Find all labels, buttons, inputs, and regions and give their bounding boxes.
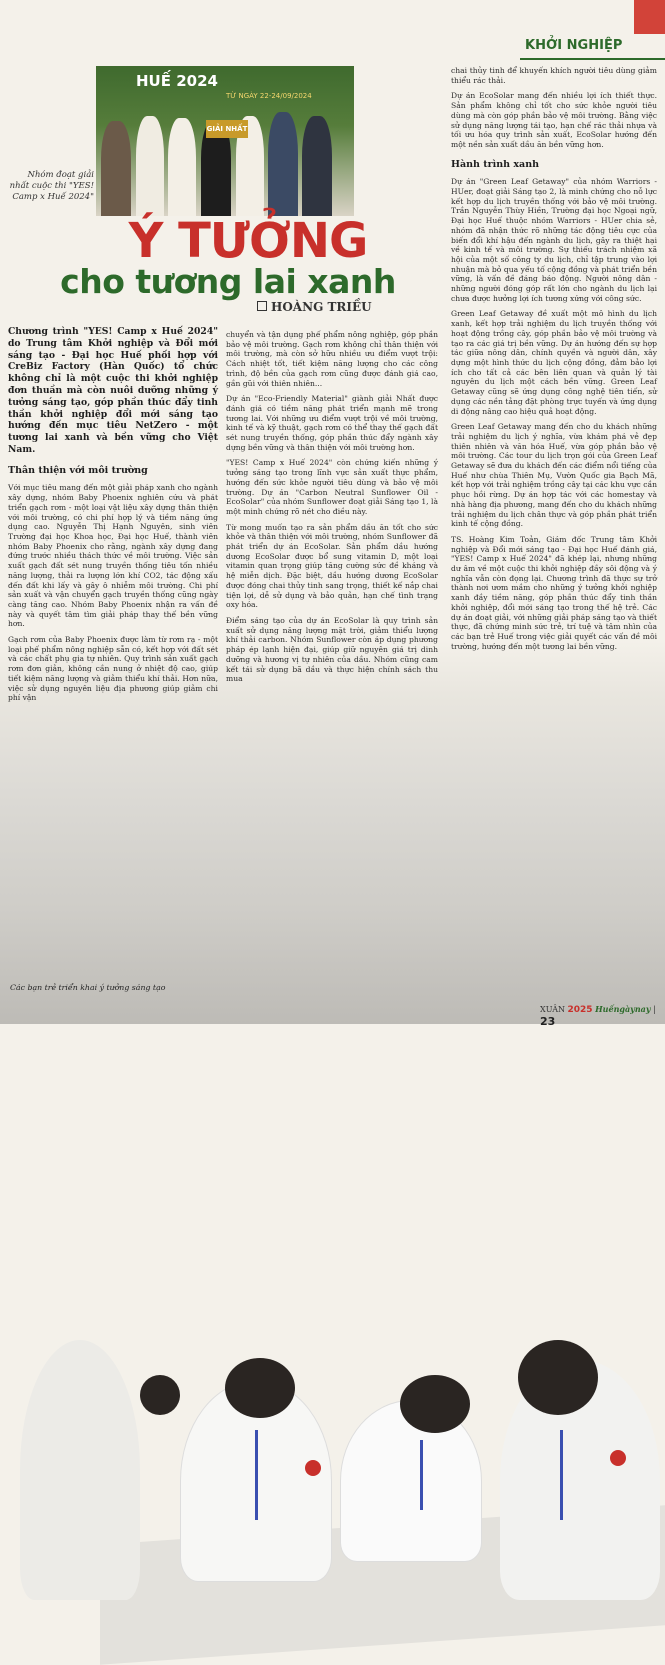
paragraph: Green Leaf Getaway đề xuất một mô hình du lịch xanh, kết hợp trải nghiệm du lịch truyền thống với hoạt động trồng cây, góp phần bảo vệ môi trường và tạo ra các giá trị bền vững. Dự án hướng đến sự hợp tác giữa nông dân, chính quyền và người dân, xây dựng một hình thức du lịch cộng đồng, đảm bảo lợi ích cho tất cả các bên liên quan và quản lý tài nguyên du lịch một cách bền vững. Green Leaf Getaway cũng sẽ ứng dụng công nghệ tiên tiến, sử dụng các nền tảng đặt phòng trực tuyến và ứng dụng di động nâng cao hiệu quả hoạt động. (451, 309, 657, 416)
paragraph: Dự án "Green Leaf Getaway" của nhóm Warriors - HUer, đoạt giải Sáng tạo 2, là minh chứng cho nỗ lực kết hợp du lịch truyền thống với bảo vệ môi trường. Trần Nguyễn Thùy Hiền, Trường đại học Ngoại ngữ, Đại học Huế thuộc nhóm Warriors - HUer chia sẻ, nhóm đã nhận thức rõ những tác động tiêu cực của biến đổi khí hậu đến ngành du lịch, gây ra thiệt hại về kinh tế và môi trường. Sự thiếu trách nhiệm xã hội của một số công ty du lịch, chỉ tập trung vào lợi nhuận mà bỏ qua yếu tố cộng đồng và phát triển bền vững, là vấn đề đáng báo động. Người nông dân - những người đóng góp rất lớn cho ngành du lịch lại chưa được hưởng lợi ích tương xứng với công sức. (451, 177, 657, 303)
publication-name: Huếngàynay (595, 1004, 651, 1014)
paragraph: Với mục tiêu mang đến một giải pháp xanh cho ngành xây dựng, nhóm Baby Phoenix nghiên cứu và phát triển gạch rơm - một loại vật liệu xây dựng thân thiện với môi trường, có chi phí hợp lý và tiềm năng ứng dụng cao. Nguyễn Thị Hạnh Nguyên, sinh viên Trường đại học Khoa học, Đại học Huế, thành viên nhóm Baby Phoenix cho rằng, ngành xây dựng đang đứng trước nhiều thách thức về môi trường. Việc sản xuất gạch đất sét nung truyền thống tiêu tốn nhiều năng lượng, thải ra lượng lớn khí CO2, tác động xấu đến đất khi lấy và gây ô nhiễm môi trường. Chi phí sản xuất và vận chuyển gạch truyền thống cũng ngày càng tăng cao. Nhóm Baby Phoenix nhận ra vấn đề này và quyết tâm tìm giải pháp thay thế bền vững hơn. (8, 483, 218, 629)
column-3 (451, 66, 657, 657)
paragraph: TS. Hoàng Kim Toản, Giám đốc Trung tâm Khởi nghiệp và Đổi mới sáng tạo - Đại học Huế đánh giá, "YES! Camp x Huế 2024" đã khép lại, nhưng những dư âm về một cuộc thi khởi nghiệp đầy sôi động và ý nghĩa vẫn còn đọng lại. Chương trình đã thực sự trở thành nơi ươm mầm cho những ý tưởng khởi nghiệp xanh đầy tiềm năng, góp phần thúc đẩy tinh thần khởi nghiệp, đổi mới sáng tạo trong thế hệ trẻ. Các dự án đoạt giải, với những giải pháp sáng tạo và thiết thực, đã chứng minh sức trẻ, trí tuệ và tâm nhìn của các bạn trẻ Huế trong việc giải quyết các vấn đề môi trường, hướng đến một tương lai bền vững. (451, 534, 657, 651)
lanyard (420, 1440, 423, 1510)
paragraph: Green Leaf Getaway mang đến cho du khách những trải nghiệm du lịch ý nghĩa, vừa khám phá vẻ đẹp thiên nhiên và văn hóa Huế, vừa góp phần bảo vệ môi trường. Các tour du lịch trọn gói của Green Leaf Getaway sẽ đưa du khách đến các điểm nổi tiếng của Huế như chùa Thiên Mụ, Vườn Quốc gia Bạch Mã, kết hợp với trải nghiệm trồng cây tại các khu vực cần phục hồi rừng. Dự án hợp tác với các homestay và nhà hàng địa phương, mang đến cho du khách những trải nghiệm du lịch chân thực và góp phần phát triển kinh tế cộng đồng. (451, 422, 657, 529)
banner-subtext: TỪ NGÀY 22-24/09/2024 (226, 92, 312, 100)
paragraph: "YES! Camp x Huế 2024" còn chứng kiến những ý tưởng sáng tạo trong lĩnh vực sản xuất thực phẩm, hướng đến sức khỏe người tiêu dùng và bảo vệ môi trường. Dự án "Carbon Neutral Sunflower Oil - EcoSolar" của nhóm Sunflower đoạt giải Sáng tạo 1, là một minh chứng rõ nét cho điều này. (226, 458, 438, 516)
column-2 (226, 330, 438, 690)
headline-line-1: Ý TƯỞNG (128, 213, 368, 269)
author-name: HOÀNG TRIỀU (271, 300, 372, 314)
winners-photo (96, 66, 354, 216)
student-figure (20, 1340, 140, 1600)
column-1 (8, 326, 218, 709)
photo-caption-top: Nhóm đoạt giải nhất cuộc thi "YES! Camp x Huế 2024" (9, 170, 94, 202)
subheading: Hành trình xanh (451, 158, 540, 170)
paragraph: chai thủy tinh để khuyến khích người tiêu dùng giảm thiểu rác thải. (451, 66, 657, 85)
paragraph: Dự án EcoSolar mang đến nhiều lợi ích thiết thực. Sản phẩm không chỉ tốt cho sức khỏe người tiêu dùng mà còn góp phần bảo vệ môi trường. Bằng việc sử dụng năng lượng tái tạo, hạn chế rác thải nhựa và tối ưu hóa quy trình sản xuất, EcoSolar hướng đến một nền sản xuất dầu ăn bền vững hơn. (451, 91, 657, 149)
banner-text: HUẾ 2024 (136, 72, 218, 90)
page-footer: XUÂN 2025 Huếngàynay | 23 (540, 1004, 656, 1028)
byline-box-icon (257, 301, 267, 311)
winner-figure (302, 116, 332, 216)
photo-caption-bottom: Các bạn trẻ triển khai ý tưởng sáng tạo (10, 983, 166, 992)
logo-badge (305, 1460, 321, 1476)
page-number: 23 (540, 1015, 556, 1028)
paragraph: Điểm sáng tạo của dự án EcoSolar là quy trình sản xuất sử dụng năng lượng mặt trời, giảm thiểu lượng khí thải carbon. Nhóm Sunflower còn áp dụng phương pháp ép lạnh hiện đại, giúp giữ nguyên giá trị dinh dưỡng và hương vị tự nhiên của dầu. Nhóm cũng cam kết tái sử dụng bã dầu và thực hiện chính sách thu mua (226, 615, 438, 684)
student-head (400, 1375, 470, 1433)
issue-label: XUÂN (540, 1005, 565, 1014)
section-label: KHỞI NGHIỆP (525, 38, 623, 53)
issue-year: 2025 (567, 1005, 593, 1015)
winner-figure (136, 116, 164, 216)
section-rule (520, 58, 665, 60)
paragraph: Từ mong muốn tạo ra sản phẩm dầu ăn tốt cho sức khỏe và thân thiện với môi trường, nhóm Sunflower đã phát triển dự án EcoSolar. Sản phẩm dầu hướng dương EcoSolar được bổ sung vitamin D, một loại vitamin quan trọng giúp tăng cường sức đề kháng và hệ miễn dịch. Đặc biệt, dầu hướng dương EcoSolar được đóng chai thủy tinh sang trọng, thiết kế nắp chai tiện lợi, dễ sử dụng và bảo quản, hạn chế tình trạng oxy hóa. (226, 522, 438, 610)
paragraph: Gạch rơm của Baby Phoenix được làm từ rơm rạ - một loại phế phẩm nông nghiệp sẵn có, kết hợp với đất sét và các chất phụ gia tự nhiên. Quy trình sản xuất gạch rơm đơn giản, không cần nung ở nhiệt độ cao, giúp tiết kiệm năng lượng và giảm thiểu khí thải. Hơn nữa, việc sử dụng nguyên liệu địa phương giúp giảm chi phí vận (8, 635, 218, 703)
student-head (225, 1358, 295, 1418)
prize-board: GIẢI NHẤT (206, 120, 248, 138)
paragraph: chuyển và tận dụng phế phẩm nông nghiệp, góp phần bảo vệ môi trường. Gạch rơm không chỉ thân thiện với môi trường, mà còn sở hữu nhiều ưu điểm vượt trội: Cách nhiệt tốt, tiết kiệm năng lượng cho các công trình, độ bền của gạch rơm cũng được đánh giá cao, gần gũi với thiên nhiên... (226, 330, 438, 388)
lanyard (255, 1430, 258, 1520)
logo-badge (610, 1450, 626, 1466)
headline-line-2: cho tương lai xanh (60, 262, 396, 301)
subheading: Thân thiện với môi trường (8, 464, 148, 476)
lede: Chương trình "YES! Camp x Huế 2024" do Trung tâm Khởi nghiệp và Đổi mới sáng tạo - Đại học Huế phối hợp với CreBiz Factory (Hàn Quốc) tổ chức không chỉ là một cuộc thi khởi nghiệp đơn thuần mà còn nuôi dưỡng những ý tưởng sáng tạo, góp phần thúc đẩy tinh thần khởi nghiệp đổi mới sáng tạo hướng đến mục tiêu NetZero - một tương lai xanh và bền vững cho Việt Nam. (8, 326, 218, 455)
paragraph: Dự án "Eco-Friendly Material" giành giải Nhất được đánh giá có tiềm năng phát triển mạnh mẽ trong tương lai. Với những ưu điểm vượt trội về môi trường, kinh tế và kỹ thuật, gạch rơm có thể thay thế gạch đất sét nung truyền thống, góp phần thúc đẩy ngành xây dựng bền vững và thân thiện với môi trường hơn. (226, 394, 438, 452)
winner-figure (168, 118, 196, 216)
corner-decoration (634, 0, 665, 34)
student-head (140, 1375, 180, 1415)
lanyard (560, 1430, 563, 1520)
byline (257, 300, 372, 314)
winner-figure (268, 112, 298, 216)
student-head (518, 1340, 598, 1415)
winner-figure (101, 121, 131, 216)
